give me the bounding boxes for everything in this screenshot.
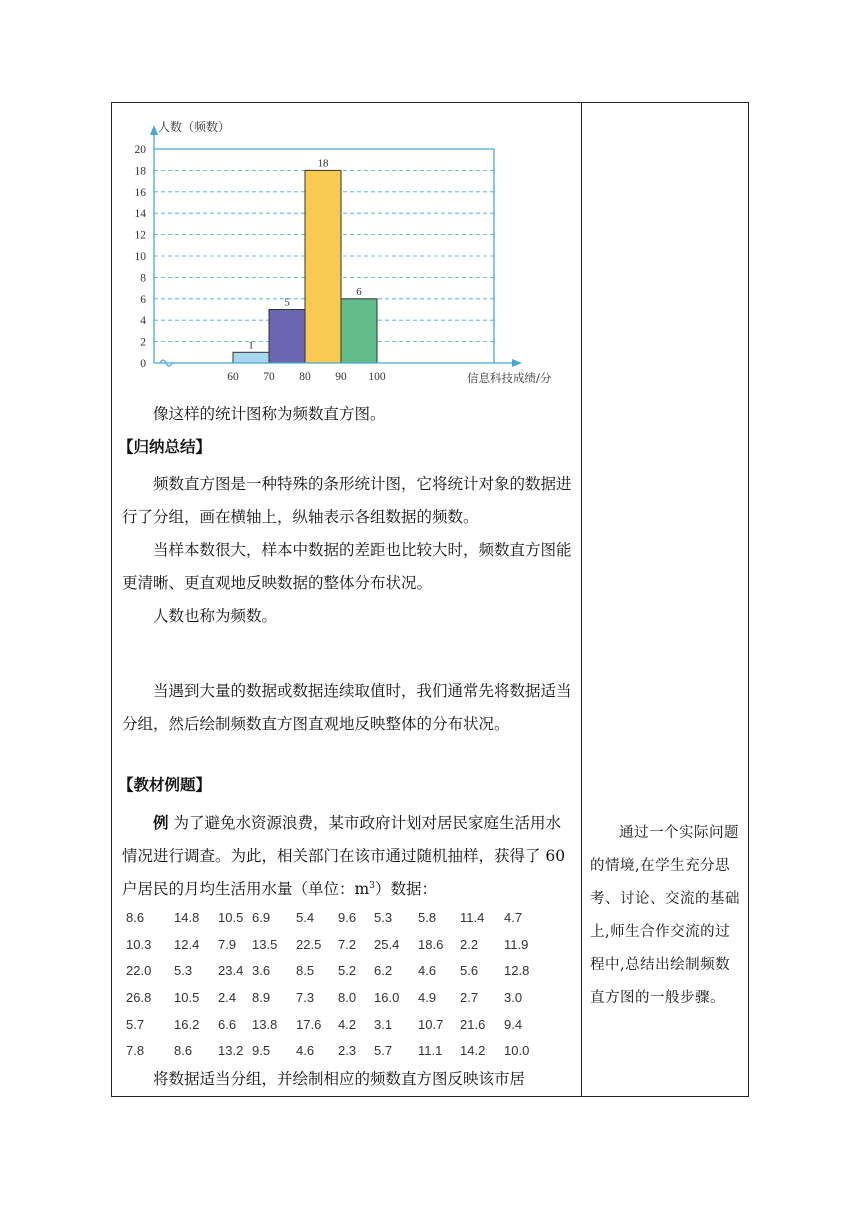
y-tick-label: 18 [134,165,146,178]
table-cell: 13.2 [218,1043,244,1059]
table-cell: 6.9 [252,909,271,925]
table-cell: 8.6 [126,909,145,925]
water-usage-table [126,904,544,1064]
final-paragraph: 将数据适当分组，并绘制相应的频数直方图反映该市居 [153,1070,526,1088]
table-cell: 9.6 [338,909,357,925]
histogram-bar [233,352,269,363]
table-row [126,1037,544,1064]
x-axis-arrow [512,359,522,367]
table-cell: 4.6 [296,1043,315,1059]
table-row [126,1011,544,1038]
example-label: 例 [153,813,169,832]
y-tick-label: 16 [134,186,146,199]
table-cell: 22.0 [126,963,152,979]
table-cell: 11.9 [504,936,529,952]
table-row [126,904,544,931]
bar-data-label: 6 [356,285,362,298]
table-cell: 6.2 [374,963,393,979]
teaching-note: 通过一个实际问题的情境,在学生充分思考、讨论、交流的基础上,师生合作交流的过程中,总结出绘制频数直方图的一般步骤。 [590,825,740,1006]
content-frame [111,102,749,1097]
table-cell: 5.2 [338,963,357,979]
table-cell: 14.2 [460,1043,486,1059]
y-tick-label: 2 [140,336,146,349]
table-cell: 2.3 [338,1043,357,1059]
table-cell: 5.8 [418,909,437,925]
table-cell: 25.4 [374,936,400,952]
table-cell: 4.7 [504,909,523,925]
summary-heading: 【归纳总结】 [118,438,212,456]
y-tick-label: 6 [140,293,146,306]
x-tick-label: 80 [299,371,311,383]
bar-data-label: 1 [248,339,254,352]
table-cell: 2.7 [460,989,479,1005]
table-cell: 14.8 [174,909,200,925]
y-tick-label: 20 [134,144,146,156]
bar-data-label: 18 [317,157,329,170]
table-cell: 5.3 [174,963,193,979]
summary-paragraph-1: 频数直方图是一种特殊的条形统计图，它将统计对象的数据进行了分组，画在横轴上，纵轴表示各组数据的频数。 [122,475,572,526]
table-cell: 10.5 [218,909,244,925]
summary-paragraph-2: 当样本数很大，样本中数据的差距也比较大时，频数直方图能更清晰、更直观地反映数据的整体分布状况。 [122,541,572,592]
table-cell: 8.6 [174,1043,193,1059]
table-cell: 6.6 [218,1016,237,1032]
y-tick-label: 10 [134,251,146,263]
table-cell: 8.0 [338,989,357,1005]
main-column [112,103,581,1096]
table-cell: 16.0 [374,989,400,1005]
table-cell: 4.6 [418,963,437,979]
table-cell: 3.0 [504,989,523,1005]
y-axis-title: 人数（频数） [158,120,231,134]
table-row [126,984,544,1011]
summary-paragraph-4: 当遇到大量的数据或数据连续取值时，我们通常先将数据适当分组，然后绘制频数直方图直观地反映整体的分布状况。 [122,682,572,733]
table-cell: 5.7 [374,1043,393,1059]
table-cell: 18.6 [418,936,444,952]
x-tick-label: 90 [335,371,347,383]
table-cell: 5.4 [296,909,315,925]
table-cell: 7.3 [296,989,315,1005]
example-paragraph [122,806,572,906]
side-column [582,103,748,1096]
table-cell: 10.7 [418,1016,444,1032]
table-cell: 11.1 [418,1043,443,1059]
table-cell: 12.4 [174,936,200,952]
intro-text: 像这样的统计图称为频数直方图。 [153,405,386,423]
table-cell: 10.5 [174,989,200,1005]
y-axis-arrow [150,125,158,135]
histogram-bar [269,310,305,364]
example-text-end: ）数据： [374,880,437,898]
table-cell: 13.5 [252,936,278,952]
table-cell: 22.5 [296,936,322,952]
table-row [126,931,544,958]
x-axis-title: 信息科技成绩/分 [467,371,552,385]
y-tick-label: 12 [134,229,146,242]
y-tick-label: 8 [140,272,146,285]
example-text: 为了避免水资源浪费，某市政府计划对居民家庭生活用水情况进行调查。为此，相关部门在该市通过随机抽样，获得了 60 户居民的月均生活用水量（单位：m [122,814,566,898]
table-cell: 26.8 [126,989,152,1005]
table-cell: 4.2 [338,1016,357,1032]
table-cell: 21.6 [460,1016,486,1032]
unit-superscript: 3 [369,880,375,891]
y-tick-label: 14 [134,208,146,221]
table-cell: 5.7 [126,1016,145,1032]
table-cell: 17.6 [296,1016,322,1032]
table-cell: 9.4 [504,1016,523,1032]
frequency-histogram [112,113,577,388]
table-cell: 8.9 [252,989,271,1005]
table-cell: 3.6 [252,963,271,979]
y-tick-label: 4 [140,315,146,328]
table-cell: 2.4 [218,989,237,1005]
table-cell: 11.4 [460,909,485,925]
bar-data-label: 5 [284,296,290,309]
summary-paragraph-3: 人数也称为频数。 [153,607,278,625]
table-cell: 10.0 [504,1043,530,1059]
table-cell: 5.6 [460,963,479,979]
table-cell: 5.3 [374,909,393,925]
table-cell: 7.8 [126,1043,145,1059]
table-cell: 13.8 [252,1016,278,1032]
table-cell: 23.4 [218,963,244,979]
table-cell: 7.9 [218,936,237,952]
table-cell: 2.2 [460,936,479,952]
table-cell: 7.2 [338,936,357,952]
table-cell: 3.1 [374,1016,393,1032]
histogram-bar [305,170,341,363]
table-cell: 4.9 [418,989,437,1005]
table-cell: 16.2 [174,1016,200,1032]
table-cell: 12.8 [504,963,530,979]
x-tick-label: 70 [263,371,275,383]
x-tick-label: 60 [227,371,239,383]
histogram-bar [341,299,377,363]
table-row [126,957,544,984]
y-tick-label: 0 [140,358,146,370]
table-cell: 9.5 [252,1043,271,1059]
table-cell: 10.3 [126,936,152,952]
table-cell: 8.5 [296,963,315,979]
example-heading: 【教材例题】 [118,776,212,794]
x-tick-label: 100 [368,371,386,383]
